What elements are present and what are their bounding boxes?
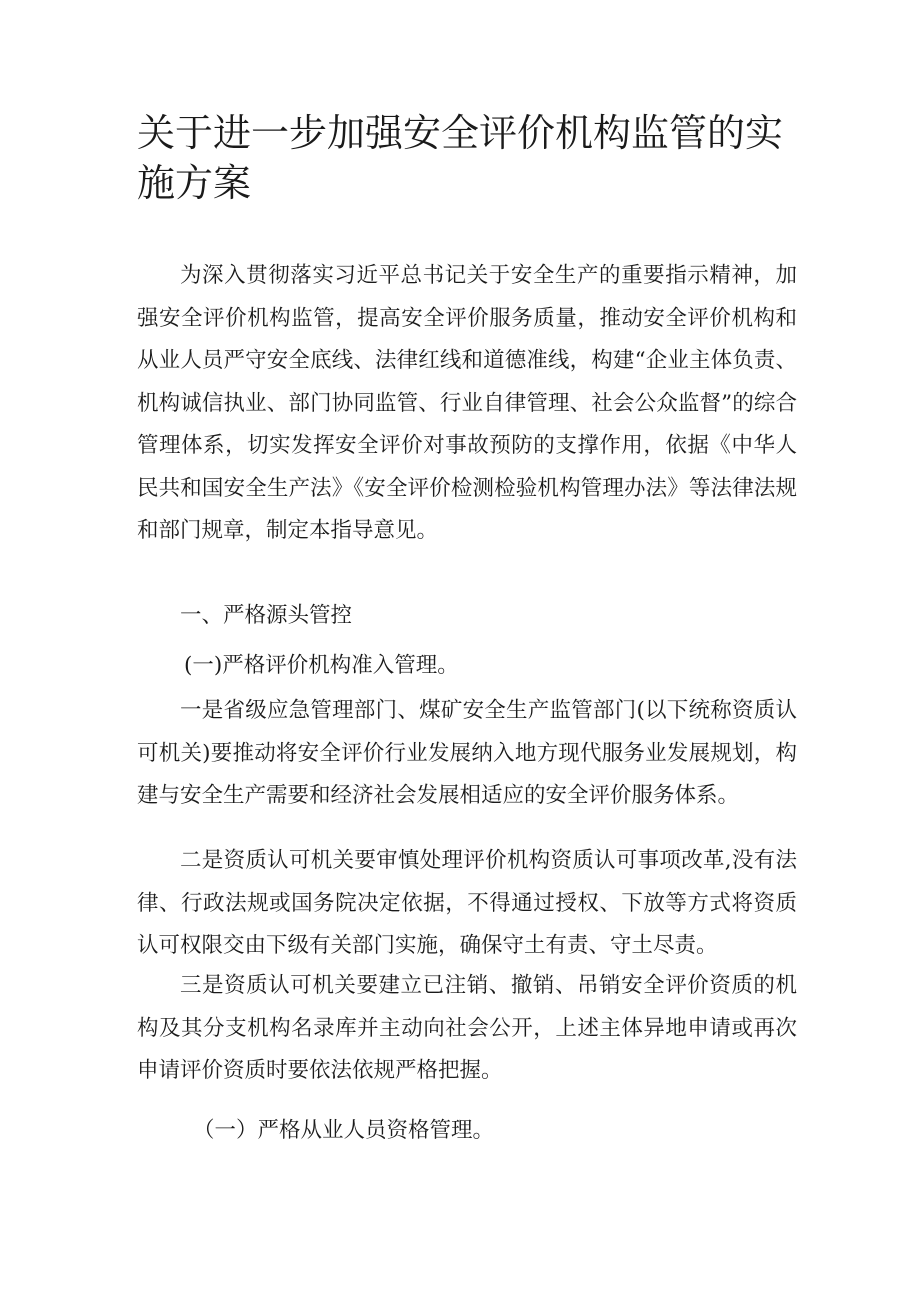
section-heading-1: 一、严格源头管控 — [180, 603, 353, 628]
list-item-1: 一是省级应急管理部门、煤矿安全生产监管部门(以下统称资质认可机关)要推动将安全评价行业发展纳入地方现代服务业发展规划，构建与安全生产需要和经济社会发展相适应的安全评价服务体系。 — [137, 698, 797, 808]
subsection-heading-1: (一)严格评价机构准入管理。 — [184, 653, 459, 678]
document-title: 关于进一步加强安全评价机构监管的实施方案 — [137, 111, 784, 205]
list-item-2: 二是资质认可机关要审慎处理评价机构资质认可事项改革,没有法律、行政法规或国务院决定依据，不得通过授权、下放等方式将资质认可权限交由下级有关部门实施，确保守土有责、守土尽责。 — [137, 848, 797, 958]
subsection-heading-2: （一）严格从业人员资格管理。 — [193, 1118, 495, 1143]
list-item-3: 三是资质认可机关要建立已注销、撤销、吊销安全评价资质的机构及其分支机构名录库并主动向社会公开，上述主体异地申请或再次申请评价资质时要依法依规严格把握。 — [137, 973, 797, 1083]
intro-paragraph: 为深入贯彻落实习近平总书记关于安全生产的重要指示精神，加强安全评价机构监管，提高安全评价服务质量，推动安全评价机构和从业人员严守安全底线、法律红线和道德准线，构建“企业主体负责、机构诚信执业、部门协同监管、行业自律管理、社会公众监督”的综合管理体系，切实发挥安全评价对事故预防的支撑作用，依据《中华人民共和国安全生产法》《安全评价检测检验机构管理办法》等法律法规和部门规章，制定本指导意见。 — [137, 263, 797, 543]
